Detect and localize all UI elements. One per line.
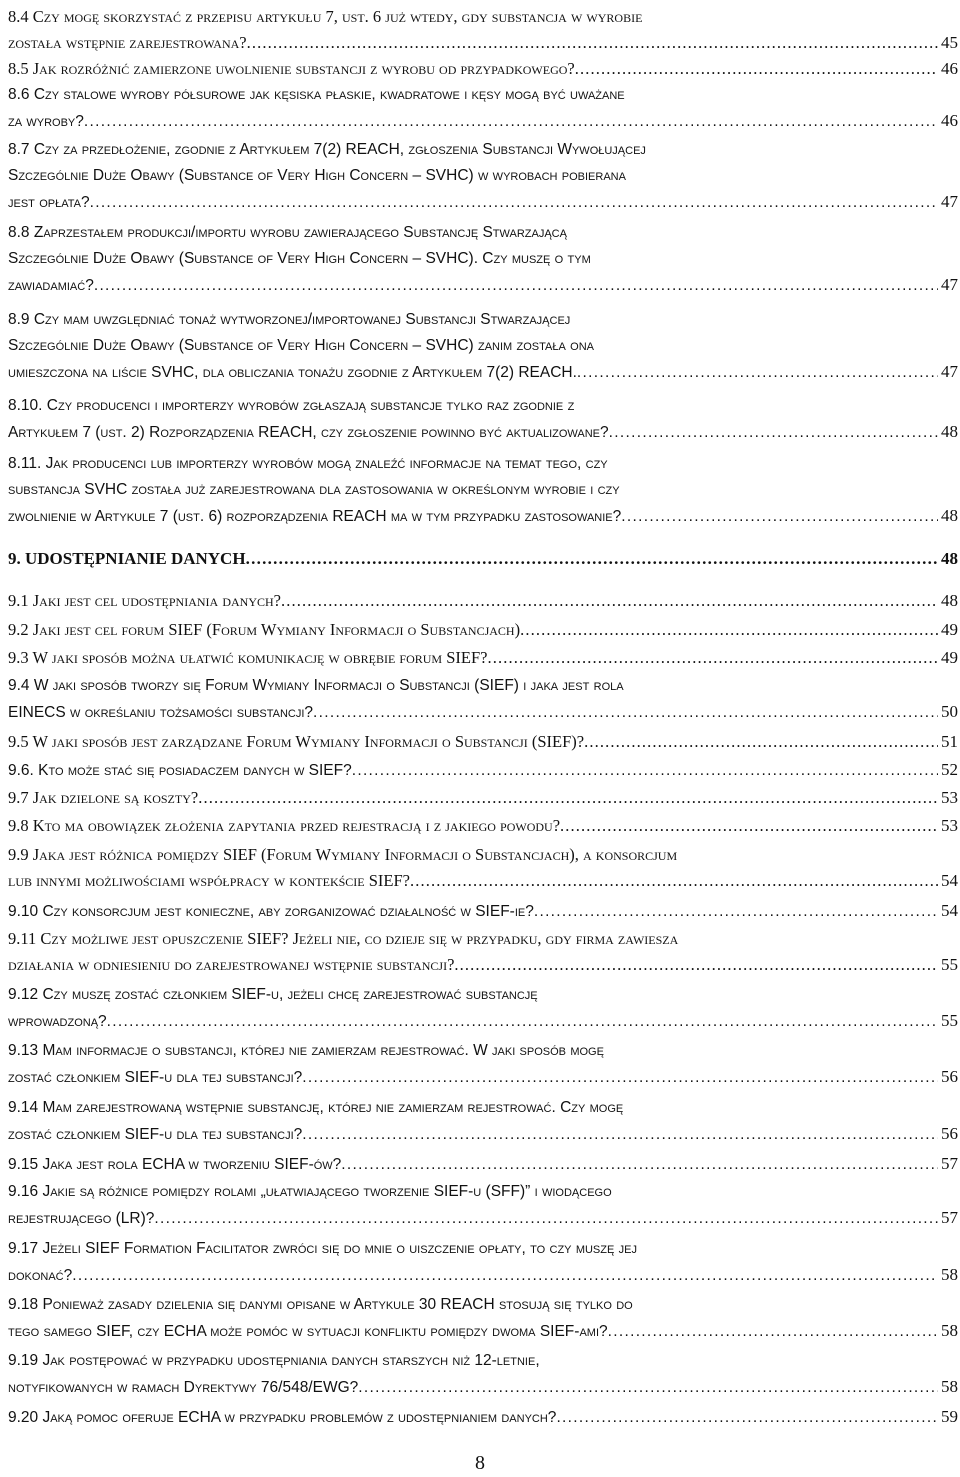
- toc-entry[interactable]: [8, 1095, 958, 1147]
- toc-entry[interactable]: [8, 1292, 958, 1344]
- toc-page-number: 58: [941, 1265, 958, 1284]
- dot-leader: [556, 1405, 938, 1431]
- toc-entry-line: [8, 56, 958, 82]
- toc-entry-line: [8, 588, 958, 614]
- toc-entry-line: [8, 30, 958, 56]
- dot-leader: [487, 645, 938, 671]
- toc-entry-line: [8, 477, 958, 503]
- toc-entry-text: Artykułem 7 (ust. 2) Rozporządzenia REACH, czy zgłoszenie powinno być aktualizowane?: [8, 424, 609, 441]
- toc-page-number: 59: [941, 1407, 958, 1426]
- dot-leader: [520, 617, 938, 643]
- toc-page-number: 46: [941, 59, 958, 78]
- toc-page-number: 46: [941, 111, 958, 130]
- toc-entry-line: [8, 108, 958, 134]
- toc-entry-text: zwolnienie w Artykule 7 (ust. 6) rozporządzenia REACH ma w tym przypadku zastosowanie?: [8, 508, 622, 525]
- toc-entry-text: 8.8 Zaprzestałem produkcji/importu wyrobu zawierającego Substancję Stwarzającą: [8, 224, 567, 241]
- toc-entry-line: [8, 503, 958, 529]
- toc-page-number: 49: [941, 648, 958, 667]
- toc-entry-text: 9. UDOSTĘPNIANIE DANYCH: [8, 549, 246, 568]
- toc-entry-text: 9.15 Jaka jest rola ECHA w tworzeniu SIEF-ów?: [8, 1156, 342, 1173]
- dot-leader: [352, 758, 938, 784]
- toc-entry-text: 8.6 Czy stalowe wyroby półsurowe jak kęsiska płaskie, kwadratowe i kęsy mogą być uważane: [8, 86, 625, 103]
- toc-page-number: 47: [941, 192, 958, 211]
- dot-leader: [608, 1319, 938, 1345]
- toc-entry-line: [8, 1038, 958, 1064]
- toc-entry-line: [8, 163, 958, 189]
- dot-leader: [281, 588, 938, 614]
- toc-entry-text: dokonać?: [8, 1267, 73, 1284]
- toc-entry-text: 9.16 Jakie są różnice pomiędzy rolami „ułatwiającego tworzenie SIEF-u (SFF)” i wiodącego: [8, 1183, 612, 1200]
- toc-entry-line: [8, 757, 958, 783]
- dot-leader: [84, 109, 938, 135]
- dot-leader: [534, 899, 938, 925]
- dot-leader: [94, 273, 938, 299]
- dot-leader: [72, 1263, 938, 1289]
- toc-entry[interactable]: [8, 617, 958, 643]
- toc-entry[interactable]: [8, 1179, 958, 1231]
- toc-page-number: 56: [941, 1067, 958, 1086]
- toc-entry-text: 8.10. Czy producenci i importerzy wyrobów zgłaszają substancje tylko raz zgodnie z: [8, 397, 575, 414]
- toc-entry-line: [8, 842, 958, 868]
- toc-entry-text: 9.8 Kto ma obowiązek złożenia zapytania przed rejestracją i z jakiego powodu?: [8, 816, 561, 835]
- toc-page-number: 55: [941, 1011, 958, 1030]
- toc-entry-line: [8, 868, 958, 894]
- toc-entry-text: 8.11. Jak producenci lub importerzy wyrobów mogą znaleźć informacje na temat tego, czy: [8, 455, 608, 472]
- toc-entry-text: 9.12 Czy muszę zostać członkiem SIEF-u, jeżeli chcę zarejestrować substancję: [8, 986, 538, 1003]
- dot-leader: [560, 813, 938, 839]
- toc-page-number: 56: [941, 1124, 958, 1143]
- toc-entry-text: działania w odniesieniu do zarejestrowanej wstępnie substancji?: [8, 955, 455, 974]
- toc-entry-line: [8, 1179, 958, 1205]
- dot-leader: [302, 1122, 938, 1148]
- toc-entry[interactable]: [8, 1348, 958, 1400]
- toc-entry-text: umieszczona na liście SVHC, dla obliczania tonażu zgodnie z Artykułem 7(2) REACH.: [8, 364, 577, 381]
- toc-entry-text: 9.20 Jaką pomoc oferuje ECHA w przypadku problemów z udostępnianiem danych?: [8, 1409, 557, 1426]
- toc-entry-text: zostać członkiem SIEF-u dla tej substancji?: [8, 1069, 303, 1086]
- toc-entry-line: [8, 952, 958, 978]
- toc-entry-line: [8, 898, 958, 924]
- toc-entry-line: [8, 546, 958, 572]
- dot-leader: [313, 700, 938, 726]
- toc-entry-text: 9.18 Ponieważ zasady dzielenia się danymi opisane w Artykule 30 REACH stosują się tylko do: [8, 1296, 633, 1313]
- toc-entry-text: 9.10 Czy konsorcjum jest konieczne, aby zorganizować działalność w SIEF-ie?: [8, 903, 534, 920]
- toc-entry-text: tego samego SIEF, czy ECHA może pomóc w sytuacji konfliktu pomiędzy dwoma SIEF-ami?: [8, 1323, 608, 1340]
- toc-entry-line: [8, 1008, 958, 1034]
- toc-page-number: 58: [941, 1321, 958, 1340]
- toc-page-number: 48: [941, 549, 958, 568]
- toc-entry-text: 9.4 W jaki sposób tworzy się Forum Wymiany Informacji o Substancji (SIEF) i jaka jest rola: [8, 677, 624, 694]
- toc-entry-text: 8.5 Jak rozróżnić zamierzone uwolnienie substancji z wyrobu od przypadkowego?: [8, 59, 575, 78]
- toc-entry-text: zostać członkiem SIEF-u dla tej substancji?: [8, 1126, 303, 1143]
- dot-leader: [584, 729, 938, 755]
- dot-leader: [302, 1065, 938, 1091]
- dot-leader: [90, 190, 938, 216]
- toc-page-number: 45: [941, 33, 958, 52]
- toc-entry-line: [8, 617, 958, 643]
- toc-entry-line: [8, 1236, 958, 1262]
- toc-entry[interactable]: [8, 645, 958, 671]
- toc-entry[interactable]: [8, 729, 958, 755]
- toc-entry[interactable]: [8, 813, 958, 839]
- toc-entry-line: [8, 307, 958, 333]
- toc-page-number: 53: [941, 788, 958, 807]
- toc-entry[interactable]: [8, 137, 958, 215]
- toc-entry[interactable]: [8, 4, 958, 56]
- toc-entry-text: rejestrującego (LR)?: [8, 1210, 155, 1227]
- toc-entry-text: 9.19 Jak postępować w przypadku udostępniania danych starszych niż 12-letnie,: [8, 1352, 540, 1369]
- toc-entry-line: [8, 1348, 958, 1374]
- toc-entry[interactable]: [8, 56, 958, 82]
- toc-entry-text: za wyroby?: [8, 113, 84, 130]
- dot-leader: [341, 1152, 938, 1178]
- toc-entry[interactable]: [8, 785, 958, 811]
- toc-page-number: 48: [941, 422, 958, 441]
- dot-leader: [107, 1009, 938, 1035]
- toc-entry-line: [8, 1095, 958, 1121]
- toc-entry[interactable]: [8, 307, 958, 385]
- toc-entry-text: zawiadamiać?: [8, 277, 94, 294]
- toc-page-number: 52: [941, 760, 958, 779]
- toc-entry-line: [8, 699, 958, 725]
- page-number: 8: [475, 1452, 485, 1474]
- toc-entry[interactable]: [8, 588, 958, 614]
- toc-entry-text: została wstępnie zarejestrowana?: [8, 33, 247, 52]
- toc-page-number: 58: [941, 1377, 958, 1396]
- toc-page-number: 49: [941, 620, 958, 639]
- toc-entry-line: [8, 729, 958, 755]
- toc-entry[interactable]: [8, 82, 958, 134]
- toc-entry-text: wprowadzoną?: [8, 1013, 107, 1030]
- toc-entry-text: 9.9 Jaka jest różnica pomiędzy SIEF (Forum Wymiany Informacji o Substancjach), a konsorcjum: [8, 845, 678, 864]
- toc-entry-text: 9.11 Czy możliwe jest opuszczenie SIEF? Jeżeli nie, co dzieje się w przypadku, gdy firma zawiesza: [8, 929, 679, 948]
- toc-page-number: 57: [941, 1208, 958, 1227]
- toc-entry[interactable]: [8, 982, 958, 1034]
- toc-entry-line: [8, 4, 958, 30]
- toc-entry-text: EINECS w określaniu tożsamości substancji?: [8, 704, 314, 721]
- toc-entry[interactable]: [8, 451, 958, 529]
- toc-entry-line: [8, 220, 958, 246]
- toc-page-number: 51: [941, 732, 958, 751]
- toc-entry-line: [8, 673, 958, 699]
- dot-leader: [577, 360, 938, 386]
- dot-leader: [410, 868, 938, 894]
- toc-page-number: 54: [941, 871, 958, 890]
- toc-entry-line: [8, 1064, 958, 1090]
- toc-entry-line: [8, 419, 958, 445]
- toc-entry[interactable]: [8, 673, 958, 725]
- toc-entry-text: 8.7 Czy za przedłożenie, zgodnie z Artykułem 7(2) REACH, zgłoszenia Substancji Wywołującej: [8, 141, 646, 158]
- toc-entry[interactable]: [8, 898, 958, 924]
- toc-entry-line: [8, 645, 958, 671]
- dot-leader: [454, 952, 938, 978]
- toc-entry-line: [8, 785, 958, 811]
- toc-entry[interactable]: [8, 1038, 958, 1090]
- toc-entry-line: [8, 246, 958, 272]
- toc-entry-line: [8, 189, 958, 215]
- dot-leader: [358, 1375, 938, 1401]
- toc-page-number: 55: [941, 955, 958, 974]
- toc-entry-text: jest opłata?: [8, 194, 90, 211]
- toc-entry-line: [8, 393, 958, 419]
- toc-entry-text: Szczególnie Duże Obawy (Substance of Very High Concern – SVHC) w wyrobach pobierana: [8, 167, 626, 184]
- toc-entry-text: 8.9 Czy mam uwzględniać tonaż wytworzonej/importowanej Substancji Stwarzającej: [8, 311, 571, 328]
- toc-entry-text: 9.6. Kto może stać się posiadaczem danych w SIEF?: [8, 762, 352, 779]
- dot-leader: [154, 1206, 938, 1232]
- dot-leader: [198, 785, 938, 811]
- toc-entry-line: [8, 137, 958, 163]
- toc-entry-line: [8, 359, 958, 385]
- dot-leader: [247, 30, 938, 56]
- toc-entry-line: [8, 1318, 958, 1344]
- toc-page-number: 48: [941, 591, 958, 610]
- toc-entry-line: [8, 1262, 958, 1288]
- toc-entry-text: lub innymi możliwościami współpracy w kontekście SIEF?: [8, 871, 410, 890]
- toc-entry-text: 9.13 Mam informacje o substancji, której nie zamierzam rejestrować. W jaki sposób mogę: [8, 1042, 604, 1059]
- toc-entry-text: 9.14 Mam zarejestrowaną wstępnie substancję, której nie zamierzam rejestrować. Czy mogę: [8, 1099, 624, 1116]
- toc-entry-line: [8, 272, 958, 298]
- toc-page-number: 48: [941, 506, 958, 525]
- toc-entry[interactable]: [8, 220, 958, 298]
- toc-entry[interactable]: [8, 757, 958, 783]
- toc-page-number: 57: [941, 1154, 958, 1173]
- toc-entry-text: 9.1 Jaki jest cel udostępniania danych?: [8, 591, 281, 610]
- toc-entry-text: 9.5 W jaki sposób jest zarządzane Forum Wymiany Informacji o Substancji (SIEF)?: [8, 732, 585, 751]
- toc-entry[interactable]: [8, 393, 958, 445]
- toc-page-number: 47: [941, 362, 958, 381]
- toc-entry[interactable]: [8, 1236, 958, 1288]
- toc-entry-line: [8, 1151, 958, 1177]
- toc-page-number: 53: [941, 816, 958, 835]
- toc-entry-line: [8, 333, 958, 359]
- toc-entry[interactable]: [8, 546, 958, 572]
- toc-entry-text: 9.17 Jeżeli SIEF Formation Facilitator zwróci się do mnie o uiszczenie opłaty, to czy muszę jej: [8, 1240, 637, 1257]
- toc-entry-line: [8, 813, 958, 839]
- toc-entry-text: 9.2 Jaki jest cel forum SIEF (Forum Wymiany Informacji o Substancjach): [8, 620, 521, 639]
- toc-entry-line: [8, 451, 958, 477]
- dot-leader: [609, 420, 938, 446]
- toc-entry-text: 9.3 W jaki sposób można ułatwić komunikację w obrębie forum SIEF?: [8, 648, 488, 667]
- toc-entry-line: [8, 1121, 958, 1147]
- dot-leader: [575, 56, 938, 82]
- dot-leader: [621, 504, 938, 530]
- toc-entry[interactable]: [8, 842, 958, 894]
- toc-entry-text: 9.7 Jak dzielone są koszty?: [8, 788, 199, 807]
- toc-entry[interactable]: [8, 1151, 958, 1177]
- toc-entry-text: Szczególnie Duże Obawy (Substance of Very High Concern – SVHC). Czy muszę o tym: [8, 250, 591, 267]
- toc-entry[interactable]: [8, 1404, 958, 1430]
- toc-page-number: 50: [941, 702, 958, 721]
- toc-entry-line: [8, 1205, 958, 1231]
- toc-entry[interactable]: [8, 926, 958, 978]
- toc-entry-text: Szczególnie Duże Obawy (Substance of Very High Concern – SVHC) zanim została ona: [8, 337, 594, 354]
- dot-leader: [246, 546, 938, 572]
- toc-entry-text: 8.4 Czy mogę skorzystać z przepisu artykułu 7, ust. 6 już wtedy, gdy substancja w wyrobie: [8, 7, 643, 26]
- toc-page-number: 47: [941, 275, 958, 294]
- toc-entry-text: substancja SVHC została już zarejestrowana dla zastosowania w określonym wyrobie i czy: [8, 481, 620, 498]
- toc-page-number: 54: [941, 901, 958, 920]
- toc-entry-line: [8, 1374, 958, 1400]
- toc-entry-line: [8, 926, 958, 952]
- toc-entry-line: [8, 1292, 958, 1318]
- toc-entry-text: notyfikowanych w ramach Dyrektywy 76/548/EWG?: [8, 1379, 359, 1396]
- toc-entry-line: [8, 982, 958, 1008]
- toc-entry-line: [8, 1404, 958, 1430]
- toc-entry-line: [8, 82, 958, 108]
